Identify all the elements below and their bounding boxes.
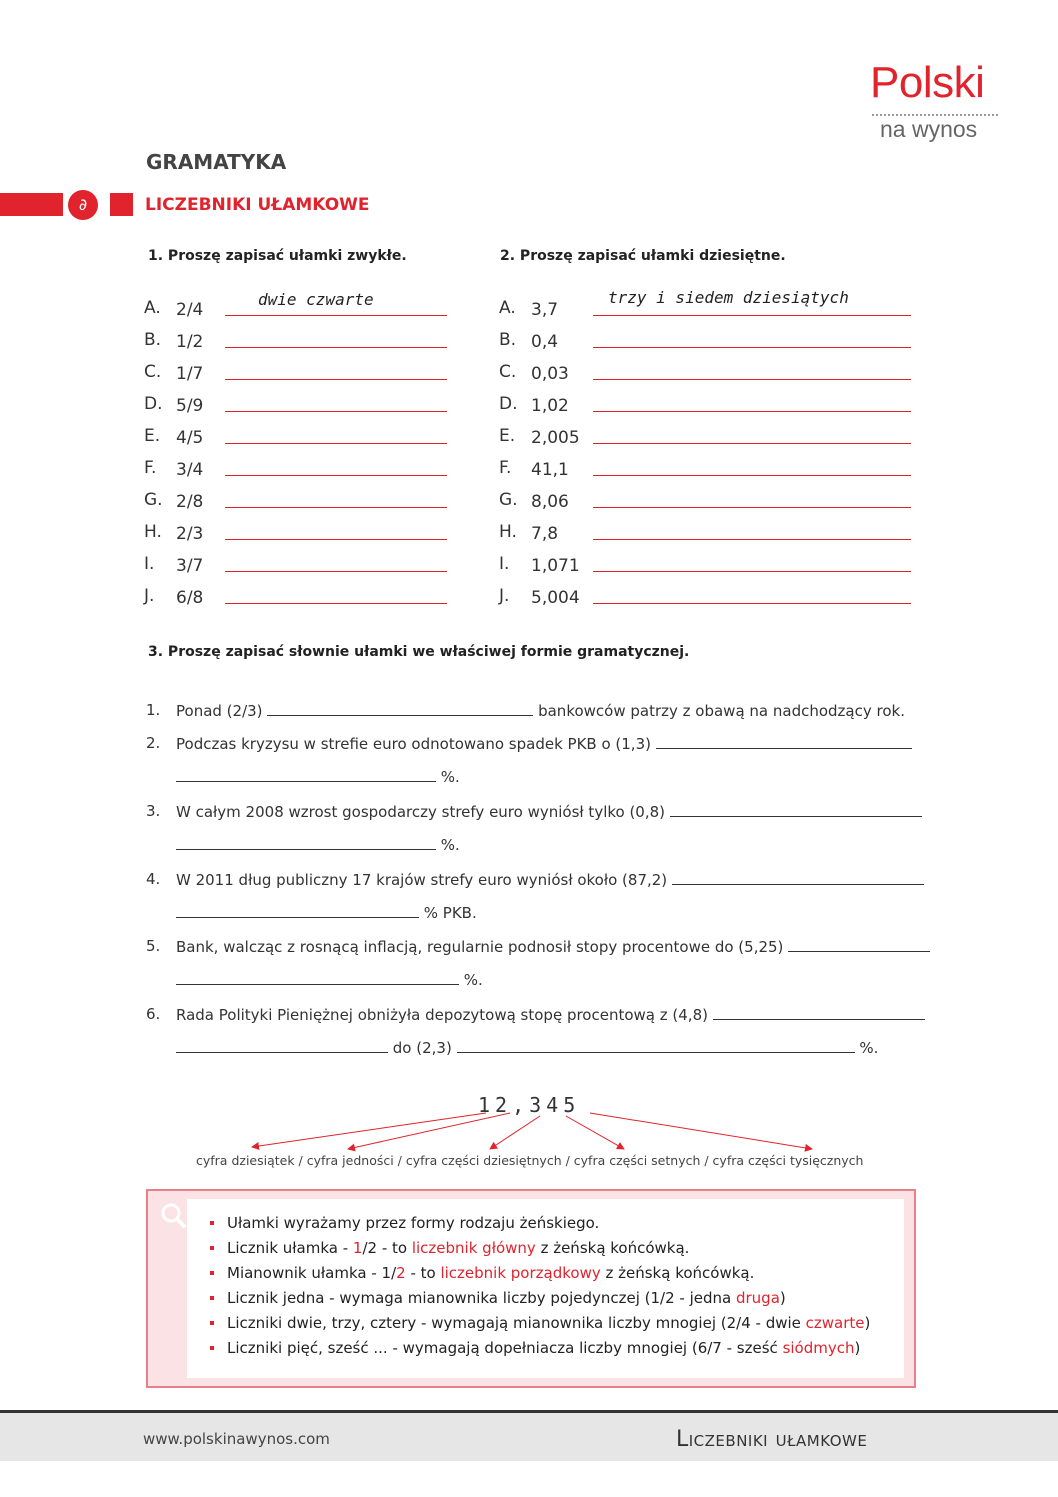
sentence-4-text: W 2011 dług publiczny 17 krajów strefy euro wyniósł około (87,2) [176,871,668,889]
exercise1-value: 5/9 [176,396,204,416]
sentence-2-number: 2. [146,734,161,752]
exercise1-value: 3/7 [176,556,204,576]
exercise2-letter: G. [499,490,518,510]
exercise2-value: 7,8 [531,524,559,544]
sentence-3-text: W całym 2008 wzrost gospodarczy strefy euro wyniósł tylko (0,8) [176,803,666,821]
exercise1-letter: J. [144,586,155,606]
exercise2-value: 0,4 [531,332,559,352]
sentence-5-end: %. [463,971,483,989]
exercise2-letter: A. [499,298,516,318]
sentence-5-text: Bank, walcząc z rosnącą inflacją, regularnie podnosił stopy procentowe do (5,25) [176,938,784,956]
exercise2-answer-a: trzy i siedem dziesiątych [608,288,849,307]
exercise2-value: 1,071 [531,556,580,576]
exercise1-letter: C. [144,362,162,382]
exercise1-letter: I. [144,554,155,574]
sentence-1-end: bankowców patrzy z obawą na nadchodzący rok. [538,702,905,720]
sentence-2-text: Podczas kryzysu w strefie euro odnotowano spadek PKB o (1,3) [176,735,651,753]
note-text: Licznik jedna - wymaga mianownika liczby pojedynczej (1/2 - jedna druga) [227,1289,786,1307]
exercise2-letter: C. [499,362,517,382]
exercise2-letter: J. [499,586,510,606]
sentence-2-end: %. [440,768,460,786]
note-text: Ułamki wyrażamy przez formy rodzaju żeńskiego. [227,1214,600,1232]
exercise1-value: 3/4 [176,460,204,480]
exercise1-value: 1/2 [176,332,204,352]
sentence-3-number: 3. [146,802,161,820]
exercise2-value: 3,7 [531,300,559,320]
exercise1-value: 1/7 [176,364,204,384]
note-text: Liczniki dwie, trzy, cztery - wymagają mianownika liczby mnogiej (2/4 - dwie czwarte) [227,1314,871,1332]
note-text: Liczniki pięć, sześć ... - wymagają dopełniacza liczby mnogiej (6/7 - sześć siódmych) [227,1339,861,1357]
exercise2-letter: F. [499,458,512,478]
exercise1-letter: E. [144,426,161,446]
footer-url[interactable]: www.polskinawynos.com [143,1430,330,1448]
exercise1-value: 2/8 [176,492,204,512]
logo-brand: Polski [870,58,985,107]
exercise1-letter: D. [144,394,163,414]
sigma-icon: ∂ [68,190,98,220]
exercise1-letter: A. [144,298,161,318]
exercise1-title: 1. Proszę zapisać ułamki zwykłe. [148,248,407,264]
sentence-6-mid: do (2,3) [392,1039,452,1057]
logo-tagline: na wynos [880,116,978,142]
exercise2-letter: E. [499,426,516,446]
sentence-5-number: 5. [146,937,161,955]
exercise2-value: 1,02 [531,396,569,416]
topic-title: LICZEBNIKI UŁAMKOWE [145,195,370,215]
digits-number: 12,345 [478,1093,581,1117]
digits-caption: cyfra dziesiątek / cyfra jedności / cyfra części dziesiętnych / cyfra części setnych / cyfra części tysięcznych [196,1153,864,1168]
sentence-6-number: 6. [146,1005,161,1023]
sentence-6-end: %. [859,1039,879,1057]
bullet [210,1271,214,1275]
exercise1-letter: B. [144,330,162,350]
sentence-4-number: 4. [146,870,161,888]
exercise1-value: 2/4 [176,300,204,320]
exercise1-value: 6/8 [176,588,204,608]
exercise2-letter: B. [499,330,517,350]
exercise2-letter: D. [499,394,518,414]
sentence-6-text: Rada Polityki Pieniężnej obniżyła depozytową stopę procentową z (4,8) [176,1006,708,1024]
exercise2-letter: I. [499,554,510,574]
sentence-1-number: 1. [146,701,161,719]
exercise1-answer-a: dwie czwarte [258,290,374,309]
exercise1-letter: F. [144,458,157,478]
exercise2-value: 0,03 [531,364,569,384]
bullet [210,1221,214,1225]
exercise3-title: 3. Proszę zapisać słownie ułamki we właściwej formie gramatycznej. [148,644,690,660]
bullet [210,1321,214,1325]
exercise2-letter: H. [499,522,517,542]
exercise2-title: 2. Proszę zapisać ułamki dziesiętne. [500,248,786,264]
section-title: GRAMATYKA [146,150,287,174]
exercise1-value: 4/5 [176,428,204,448]
bullet [210,1346,214,1350]
bullet [210,1296,214,1300]
exercise1-value: 2/3 [176,524,204,544]
bullet [210,1246,214,1250]
magnifier-icon [156,1199,190,1233]
sentence-1-text: Ponad (2/3) [176,702,263,720]
exercise1-letter: H. [144,522,162,542]
sentence-4-end: % PKB. [423,904,477,922]
sentence-3-end: %. [440,836,460,854]
note-text: Mianownik ułamka - 1/2 - to liczebnik porządkowy z żeńską końcówką. [227,1264,755,1282]
exercise2-value: 2,005 [531,428,580,448]
exercise2-value: 5,004 [531,588,580,608]
note-text: Licznik ułamka - 1/2 - to liczebnik główny z żeńską końcówką. [227,1239,690,1257]
footer-title: Liczebniki ułamkowe [676,1427,868,1452]
exercise2-value: 41,1 [531,460,569,480]
exercise2-value: 8,06 [531,492,569,512]
exercise1-letter: G. [144,490,163,510]
